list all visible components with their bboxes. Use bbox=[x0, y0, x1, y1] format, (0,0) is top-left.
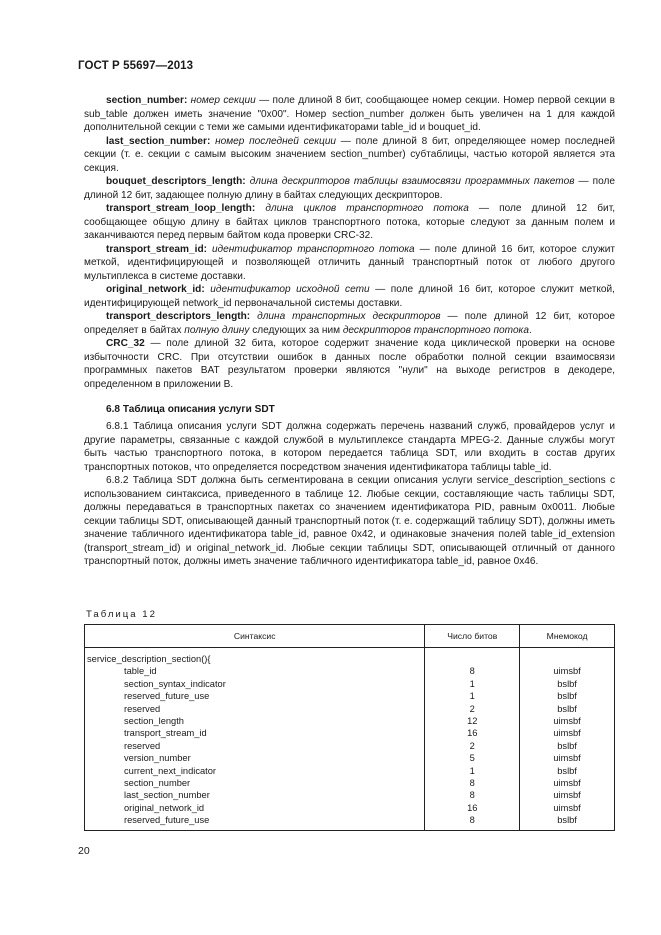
field-mnemonic: uimsbf bbox=[520, 752, 615, 764]
field-bits: 8 bbox=[425, 814, 520, 830]
section-body bbox=[84, 420, 615, 569]
field-name: section_number bbox=[124, 778, 191, 789]
header-syntax: Синтаксис bbox=[85, 625, 425, 648]
field-mnemonic: bslbf bbox=[520, 740, 615, 752]
field-mnemonic: uimsbf bbox=[520, 789, 615, 801]
section-title: 6.8 Таблица описания услуги SDT bbox=[106, 404, 275, 415]
field-bits: 5 bbox=[425, 752, 520, 764]
table-row bbox=[85, 648, 615, 666]
definition-bouquet-descriptors-length: bouquet_descriptors_length: длина дескрипторов таблицы взаимосвязи программных пакетов — поле длиной 12 бит, задающее полную длину в байтах следующих дескрипторов. bbox=[84, 176, 615, 201]
function-declaration: service_description_section(){ bbox=[85, 648, 425, 666]
field-name: reserved bbox=[124, 740, 161, 751]
header-mnemonic: Мнемокод bbox=[520, 625, 615, 648]
field-bits: 1 bbox=[425, 765, 520, 777]
field-name: table_id bbox=[124, 666, 157, 677]
field-name: version_number bbox=[124, 753, 191, 764]
table-row bbox=[85, 765, 615, 777]
field-mnemonic: uimsbf bbox=[520, 802, 615, 814]
field-bits: 1 bbox=[425, 678, 520, 690]
field-name: section_length bbox=[124, 716, 184, 727]
paragraph-6-8-2: 6.8.2 Таблица SDT должна быть сегментирована в секции описания услуги service_description_sections с использованием синтаксиса, приведенного в таблице 12. Любые секции, составляющие часть таблицы SDT, должны передаваться в транспортных пакетах со значением идентификатора PID, равным 0x0011. Любые секции таблицы SDT, описывающей данный транспортный поток (т. е. содержащий таблицу SDT), должны иметь значение табличного идентификатора table_id, равное 0x42, и одинаковые значения полей table_id_extension (transport_stream_id) и original_network_id. Любые секции таблицы SDT, описывающей отличный от данного транспортный поток, должны иметь значение табличного идентификатора table_id, равное 0x46. bbox=[84, 475, 615, 567]
table-row bbox=[85, 777, 615, 789]
table-row bbox=[85, 752, 615, 764]
table-caption: Таблица 12 bbox=[86, 609, 157, 620]
field-name: reserved bbox=[124, 703, 161, 714]
table-row bbox=[85, 665, 615, 677]
syntax-table bbox=[84, 624, 615, 831]
field-bits: 2 bbox=[425, 740, 520, 752]
field-mnemonic: uimsbf bbox=[520, 665, 615, 677]
field-name: transport_stream_id bbox=[124, 728, 207, 739]
field-mnemonic: bslbf bbox=[520, 814, 615, 830]
table-row bbox=[85, 715, 615, 727]
definitions-block bbox=[84, 94, 615, 391]
field-bits: 2 bbox=[425, 703, 520, 715]
field-bits: 1 bbox=[425, 690, 520, 702]
page-number: 20 bbox=[78, 845, 90, 857]
field-bits: 16 bbox=[425, 727, 520, 739]
field-mnemonic: bslbf bbox=[520, 678, 615, 690]
definition-transport-descriptors-length: transport_descriptors_length: длина транспортных дескрипторов — поле длиной 12 бит, которое определяет в байтах полную длину следующих за ним дескрипторов транспортного потока. bbox=[84, 311, 615, 336]
field-mnemonic: bslbf bbox=[520, 690, 615, 702]
field-bits: 8 bbox=[425, 789, 520, 801]
definition-section-number: section_number: номер секции — поле длиной 8 бит, сообщающее номер секции. Номер первой секции в sub_table должен иметь значение "0x00". Номер section_number должен быть увеличен на 1 для каждой дополнительной секции с теми же самыми идентификаторами table_id и bouquet_id. bbox=[84, 95, 616, 133]
field-mnemonic: uimsbf bbox=[520, 777, 615, 789]
field-bits: 12 bbox=[425, 715, 520, 727]
table-row bbox=[85, 740, 615, 752]
paragraph-6-8-1: 6.8.1 Таблица описания услуги SDT должна содержать перечень названий служб, провайдеров услуг и другие параметры, связанные с каждой службой в мультиплексе стандарта MPEG-2. Данные службы могут быть частью транспортного потока, в котором передается таблица SDT, или входить в состав других транспортных потоков, что определяется посредством значения идентификатора таблицы table_id. bbox=[84, 421, 615, 473]
table-row bbox=[85, 678, 615, 690]
field-bits: 8 bbox=[425, 777, 520, 789]
table-row bbox=[85, 690, 615, 702]
definition-last-section-number: last_section_number: номер последней секции — поле длиной 8 бит, определяющее номер последней секции (т. е. секции с самым высоким значением section_number) субтаблицы, частью которой является эта секция. bbox=[84, 135, 615, 174]
field-name: original_network_id bbox=[124, 802, 205, 813]
table-row bbox=[85, 703, 615, 715]
field-mnemonic: bslbf bbox=[520, 765, 615, 777]
table-row bbox=[85, 814, 615, 830]
field-mnemonic: bslbf bbox=[520, 703, 615, 715]
definition-transport-stream-loop-length: transport_stream_loop_length: длина циклов транспортного потока — поле длиной 12 бит, сообщающее общую длину в байтах циклов транспортного потока, которые следуют за данным полем и заканчиваются перед первым байтом кода проверки CRC-32. bbox=[84, 203, 615, 241]
field-bits: 8 bbox=[425, 665, 520, 677]
definition-crc-32: CRC_32 — поле длиной 32 бита, которое содержит значение кода циклической проверки на основе избыточности CRC. При отсутствии ошибок в данных после обработки полной секции взаимосвязи программных пакетов BAT результатом проверки являются "нули" на выходе регистров в декодере, определенном в приложении В. bbox=[84, 338, 615, 390]
field-name: reserved_future_use bbox=[124, 815, 210, 826]
table-row bbox=[85, 802, 615, 814]
definition-original-network-id: original_network_id: идентификатор исходной сети — поле длиной 16 бит, которое служит меткой, идентифицирующей network_id первоначальной системы доставки. bbox=[84, 284, 615, 309]
table-row bbox=[85, 789, 615, 801]
field-mnemonic: uimsbf bbox=[520, 727, 615, 739]
standard-header: ГОСТ Р 55697—2013 bbox=[78, 60, 194, 72]
field-bits: 16 bbox=[425, 802, 520, 814]
field-name: last_section_number bbox=[124, 790, 210, 801]
header-bits: Число битов bbox=[425, 625, 520, 648]
field-name: reserved_future_use bbox=[124, 691, 210, 702]
definition-transport-stream-id: transport_stream_id: идентификатор транспортного потока — поле длиной 16 бит, которое служит меткой, идентифицирующей и позволяющей отличить данный транспортный поток от любого другого мультиплекса в системе доставки. bbox=[84, 243, 615, 282]
table-header-row bbox=[85, 625, 615, 648]
field-name: section_syntax_indicator bbox=[124, 678, 226, 689]
field-mnemonic: uimsbf bbox=[520, 715, 615, 727]
table-row bbox=[85, 727, 615, 739]
field-name: current_next_indicator bbox=[124, 765, 216, 776]
